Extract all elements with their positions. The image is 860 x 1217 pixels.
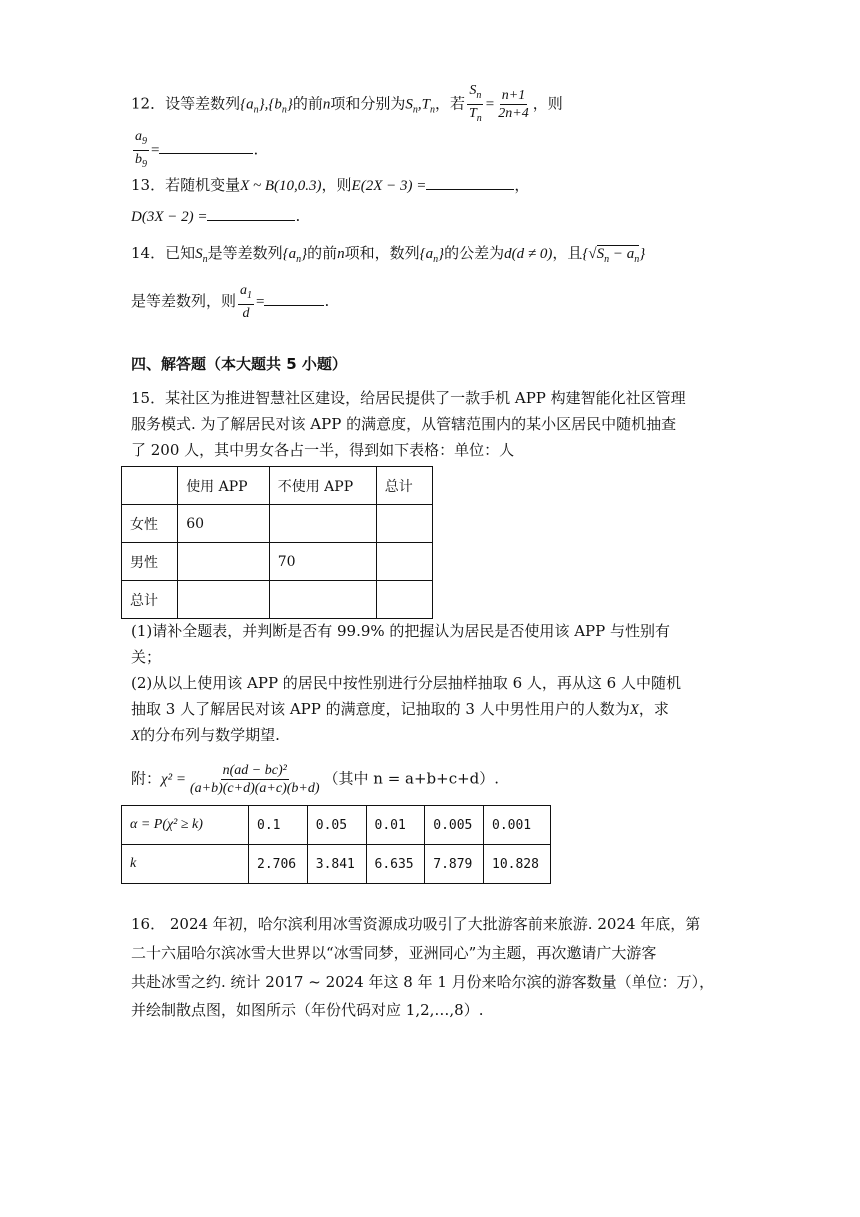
table-row [122,505,433,543]
table-cell[interactable] [178,543,270,581]
q12-frac-den-sub: n [476,112,482,124]
table-row [122,467,433,505]
q12-ratio-fraction [467,82,484,127]
q12-T-sub: n [429,104,435,116]
q12-rhs-num: n+1 [501,87,526,103]
chi-square-num: n(ad − bc)² [222,763,287,778]
q12-answer-blank[interactable] [159,139,253,154]
q12-rhs-den: 2n+4 [498,105,529,121]
table-cell: 0.005 [425,806,484,845]
q12-answer-fraction [133,128,149,173]
question-12-line-2 [131,128,258,173]
q12-n: n [322,96,331,113]
q14-seq-2: {a [419,246,434,262]
q15-part2-end: ，求 [638,700,669,718]
q14-brace-open: { [582,246,589,262]
critical-value-table [121,805,551,884]
table-cell: 0.05 [307,806,366,845]
table-cell[interactable] [376,581,432,619]
q14-text-b: 是等差数列 [207,244,283,262]
q12-end: . [253,140,259,159]
q14-text-e: 的公差为 [444,244,505,262]
appendix-label: 附： [131,769,162,788]
question-16-line-4: 并绘制散点图，如图所示（年份代码对应 1,2,…,8）. [131,1001,484,1019]
question-14-line-2 [131,282,329,322]
table-cell: 3.841 [307,845,366,884]
q14-text-f: ，且 [552,244,583,262]
table-cell: 10.828 [484,845,551,884]
q13-distribution: X ~ B(10,0.3) [240,178,322,194]
q12-seq-end: } [286,96,293,113]
table-header-cell: 不使用 APP [269,467,376,505]
q14-common-difference: d(d ≠ 0) [504,246,553,262]
table-header-cell: 使用 APP [178,467,270,505]
table-cell: 2.706 [249,845,308,884]
q15-part2-line3-text: 的分布列与数学期望. [140,726,280,744]
q12-text-d: ，若 [434,94,465,113]
question-15-line-2: 服务模式. 为了解居民对该 APP 的满意度，从管辖范围内的某小区居民中随机抽查 [131,415,677,433]
q13-text: 13．若随机变量 [131,176,241,194]
table-header-cell [122,467,178,505]
table-cell: 60 [178,505,270,543]
q12-seq-a-sub: n [253,104,259,116]
chi-square-den: (a+b)(c+d)(a+c)(b+d) [189,781,320,796]
q15-part2-line-1: (2)从以上使用该 APP 的居民中按性别进行分层抽样抽取 6 人，再从这 6 人中随机 [131,674,681,692]
q12-ans-num: a [135,129,142,144]
q12-ans-eq: = [151,142,160,159]
q15-part2-text: 抽取 3 人了解居民对该 APP 的满意度，记抽取的 3 人中男性用户的人数为 [131,700,630,718]
table-row [122,806,551,845]
q14-seq-2-end: } [438,246,445,262]
table-cell: 0.001 [484,806,551,845]
section-heading: 四、解答题（本大题共 5 小题） [131,355,347,373]
table-cell[interactable] [269,505,376,543]
q14-sqrt-sign: √ [588,246,597,262]
table-cell: 6.635 [366,845,425,884]
table-cell: α = P(χ² ≥ k) [122,806,249,845]
q15-appendix-formula [131,762,499,797]
q14-sqrt-S: S [596,246,605,262]
table-cell: 70 [269,543,376,581]
q14-sqrt-body [596,245,640,265]
question-13-line-2 [131,205,300,228]
question-15-line-3: 了 200 人，其中男女各占一半，得到如下表格：单位：人 [131,441,515,459]
q14-seq-2-sub: n [433,254,439,265]
q14-answer-fraction [238,282,254,322]
q13-blank-2[interactable] [207,206,295,221]
q14-sqrt-S-sub: n [604,254,610,265]
q14-answer-blank[interactable] [264,291,324,306]
table-cell[interactable] [178,581,270,619]
table-cell: 7.879 [425,845,484,884]
q12-rhs-fraction [496,87,530,122]
q13-sep: ， [514,176,530,194]
chi-square-fraction [188,762,322,797]
q13-text-b: ，则 [321,176,352,194]
table-row [122,845,551,884]
table-row [122,581,433,619]
q12-seq-a: {a [240,96,254,113]
q13-variance: D(3X − 2) = [131,209,208,225]
q12-frac-num: S [469,83,477,98]
q13-expectation: E(2X − 3) = [351,178,427,194]
q15-part2-line-3 [131,724,280,747]
q12-text-e: ，则 [532,94,563,113]
chi-square-note: （其中 n = a+b+c+d）. [323,769,500,788]
q15-part1-line-1: (1)请补全题表，并判断是否有 99.9% 的把握认为居民是否使用该 APP 与性别有 [131,622,670,640]
q14-line2-text: 是等差数列，则 [131,291,237,310]
table-cell: 0.1 [249,806,308,845]
q14-end: . [324,291,330,310]
q14-eq: = [256,293,265,310]
q12-seq-b: },{b [258,96,282,113]
table-cell[interactable] [269,581,376,619]
q14-brace-close: } [639,246,646,262]
q12-frac-den: T [468,105,477,121]
q14-sqrt-a-sub: n [634,254,640,265]
q12-T: ,T [417,96,430,113]
q12-text-b: 的前 [292,94,323,113]
q12-seq-b-sub: n [281,104,287,116]
q14-seq-sub: n [296,254,302,265]
table-row [122,543,433,581]
table-cell: 男性 [122,543,178,581]
q13-end: . [295,207,301,225]
table-cell: 总计 [122,581,178,619]
q15-part2-line-2 [131,698,669,721]
q12-ans-num-sub: 9 [142,135,147,147]
chi-square-symbol: χ² = [161,771,186,788]
q14-sqrt-a: − a [609,246,635,262]
table-header-cell: 总计 [376,467,432,505]
q12-ans-den-sub: 9 [142,158,147,170]
q14-seq: {a [282,246,297,262]
q12-ans-den: b [135,151,142,167]
q14-text-d: 项和，数列 [344,244,420,262]
table-cell: k [122,845,249,884]
question-16-line-2: 二十六届哈尔滨冰雪大世界以“冰雪同梦，亚洲同心”为主题，再次邀请广大游客 [131,944,657,962]
q14-seq-end: } [301,246,308,262]
q14-frac-num: a [240,283,248,298]
q14-frac-den: d [242,305,250,321]
q14-S-sub: n [202,254,208,265]
q14-S: S [195,246,203,262]
q12-text-c: 项和分别为 [330,94,406,113]
question-14-line-1 [131,242,645,271]
q12-text: 12．设等差数列 [131,94,241,113]
q15-part1-line-2: 关； [131,648,162,666]
question-13-line-1 [131,174,529,197]
q13-blank-1[interactable] [426,175,514,190]
q12-frac-num-sub: n [476,89,482,101]
question-15-line-1: 15．某社区为推进智慧社区建设，给居民提供了一款手机 APP 构建智能化社区管理 [131,389,686,407]
table-cell[interactable] [376,543,432,581]
table-cell[interactable] [376,505,432,543]
table-cell: 0.01 [366,806,425,845]
q15-X: X [629,702,639,718]
q14-frac-num-sub: 1 [247,289,253,301]
q15-X-2: X [131,728,141,744]
question-12-line-1 [131,82,563,127]
q14-text-c: 的前 [307,244,338,262]
survey-table [121,466,433,619]
q14-n: n [337,246,345,262]
question-16-line-1: 16． 2024 年初，哈尔滨利用冰雪资源成功吸引了大批游客前来旅游. 2024 年底，第 [131,915,701,933]
question-16-line-3: 共赴冰雪之约. 统计 2017 ~ 2024 年这 8 年 1 月份来哈尔滨的游客数量（单位：万）， [131,973,715,991]
q12-S: S [405,96,413,113]
table-cell: 女性 [122,505,178,543]
q12-eq: = [485,96,495,113]
q14-text: 14．已知 [131,244,196,262]
q12-S-sub: n [412,104,418,116]
